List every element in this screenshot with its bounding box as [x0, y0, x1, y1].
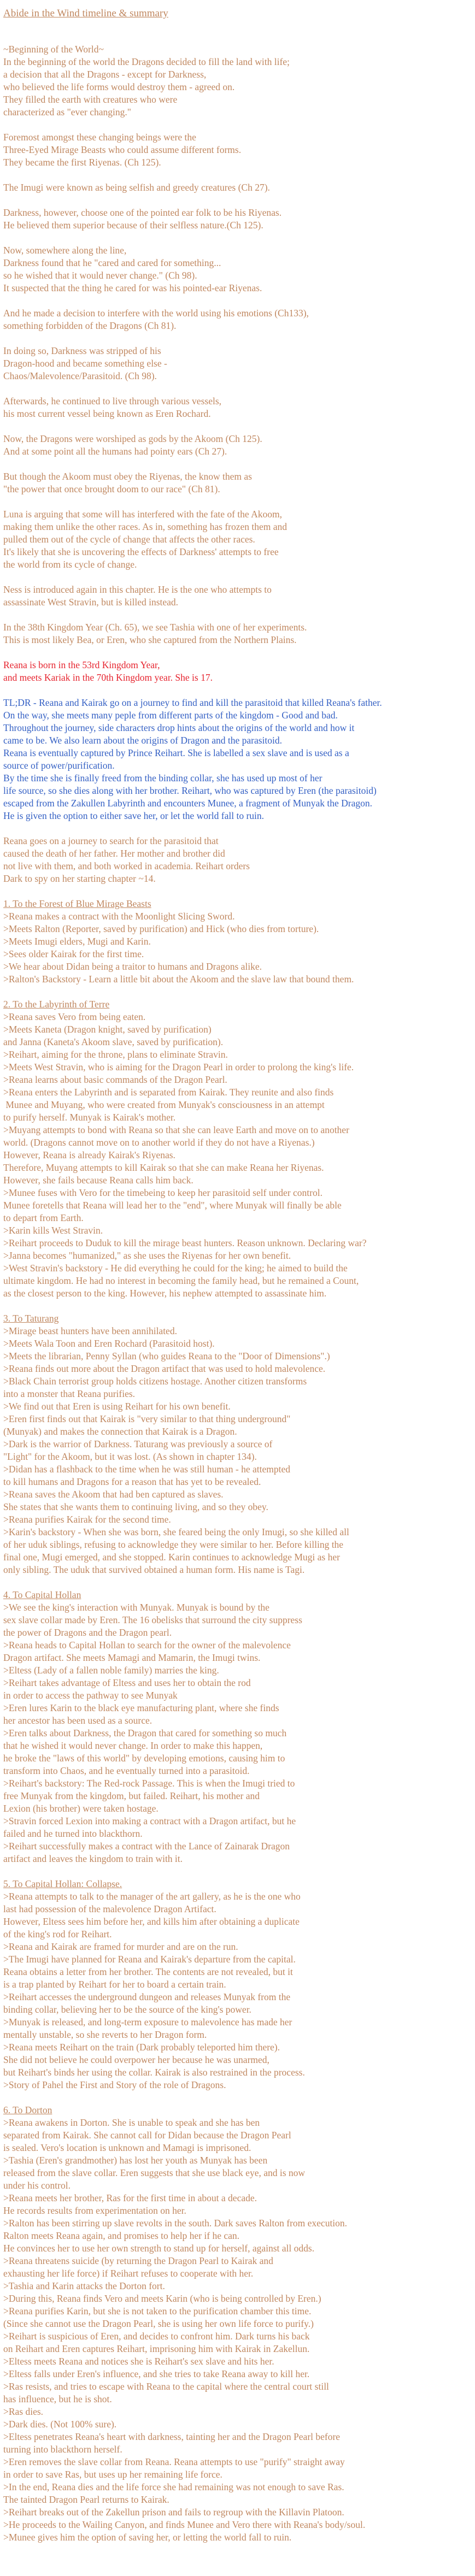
text-line: (Munyak) and makes the connection that Kairak is a Dragon. — [3, 1426, 237, 1437]
text-line: Ness is introduced again in this chapter. He is the one who attempts to — [3, 584, 272, 595]
text-line: into a monster that Reana purifies. — [3, 1388, 136, 1399]
text-line: something forbidden of the Dragons (Ch 81). — [3, 320, 177, 331]
text-line: He records results from experimentation on her. — [3, 2205, 186, 2216]
text-line: >Stravin forced Lexion into making a contract with a Dragon artifact, but he — [3, 1815, 296, 1826]
text-line: >Reihart proceeds to Duduk to kill the mirage beast hunters. Reason unknown. Declaring war? — [3, 1237, 367, 1248]
text-line: >Reana meets her brother, Ras for the first time in about a decade. — [3, 2192, 257, 2203]
text-line: >Reihart successfully makes a contract with the Lance of Zainarak Dragon — [3, 1841, 290, 1852]
text-line: Foremost amongst these changing beings were the — [3, 132, 196, 143]
text-line: and meets Kariak in the 70th Kingdom year. She is 17. — [3, 672, 213, 683]
text-line: The tainted Dragon Pearl returns to Kairak. — [3, 2494, 169, 2505]
text-line: Luna is arguing that some will has interfered with the fate of the Akoom, — [3, 509, 282, 520]
text-line: >Eltess falls under Eren's influence, and she tries to take Reana away to kill her. — [3, 2368, 310, 2379]
text-line: Throughout the journey, side characters drop hints about the origins of the world and how it — [3, 722, 355, 733]
text-line: >Dark is the warrior of Darkness. Taturang was previously a source of — [3, 1439, 273, 1449]
text-line: to kill humans and Dragons for a reason that has yet to be revealed. — [3, 1476, 261, 1487]
section-heading: 5. To Capital Hollan: Collapse. — [3, 1878, 122, 1889]
text-line: >Reana purifies Kairak for the second time. — [3, 1514, 171, 1525]
text-line: >Eltess (Lady of a fallen noble family) marries the king. — [3, 1665, 219, 1676]
text-line: On the way, she meets many peple from different parts of the kingdom - Good and bad. — [3, 710, 338, 721]
text-line: >Reana saves the Akoom that had ben captured as slaves. — [3, 1489, 224, 1500]
text-line: only sibling. The uduk that survived obtained a human form. His name is Tagi. — [3, 1564, 305, 1575]
text-line: >Reihart breaks out of the Zakellun prison and fails to regroup with the Killavin Platoon. — [3, 2507, 344, 2518]
text-line: but Reihart's binds her using the collar. Kairak is also restrained in the process. — [3, 2067, 305, 2078]
text-line: However, Eltess sees him before her, and kills him after obtaining a duplicate — [3, 1916, 300, 1927]
text-line: characterized as "ever changing." — [3, 107, 131, 117]
text-line: >Reihart is suspicious of Eren, and decides to confront him. Dark turns his back — [3, 2331, 310, 2342]
text-line: He convinces her to use her own strength to stand up for herself, against all odds. — [3, 2243, 315, 2254]
text-block — [3, 1878, 475, 2091]
text-line: >Eltess meets Reana and notices she is Reihart's sex slave and hits her. — [3, 2356, 274, 2367]
text-line: making them unlike the other races. As in, something has frozen them and — [3, 521, 288, 532]
text-line: source of power/purification. — [3, 760, 115, 771]
text-line: >Tashia and Karin attacks the Dorton fort. — [3, 2280, 165, 2291]
text-line: She did not believe he could overpower her because he was unarmed, — [3, 2054, 269, 2065]
text-line: Darkness, however, choose one of the pointed ear folk to be his Riyenas. — [3, 207, 282, 218]
text-line: >Ralton's Backstory - Learn a little bit about the Akoom and the slave law that bound them. — [3, 974, 354, 985]
text-line: of the king's rod for Reihart. — [3, 1929, 112, 1940]
text-block — [3, 307, 475, 332]
text-line: >Meets Ralton (Reporter, saved by purification) and Hick (who dies from torture). — [3, 923, 319, 934]
text-line: transform into Chaos, and he eventually turned into a parasitoid. — [3, 1765, 250, 1776]
text-line: came to be. We also learn about the origins of Dragon and the parasitoid. — [3, 735, 282, 746]
text-line: Ralton meets Reana again, and promises to help her if he can. — [3, 2230, 240, 2241]
text-line: And at some point all the humans had pointy ears (Ch 27). — [3, 446, 227, 457]
text-line: life source, so she dies along with her brother. Reihart, who was captured by Eren (the parasitoid) — [3, 785, 377, 796]
text-line: However, she fails because Reana calls him back. — [3, 1175, 193, 1186]
text-line: >Reana awakens in Dorton. She is unable to speak and she has ben — [3, 2117, 260, 2128]
text-line: They became the first Riyenas. (Ch 125). — [3, 157, 161, 168]
text-line: her ancestor has been used as a source. — [3, 1715, 153, 1726]
text-line: of her uduk siblings, refusing to acknowledge they were similar to her. Before killing the — [3, 1539, 344, 1550]
text-line: >Ras resists, and tries to escape with Reana to the capital where the central court still — [3, 2381, 329, 2392]
text-line: >Reihart, aiming for the throne, plans to eliminate Stravin. — [3, 1049, 228, 1060]
text-block — [3, 207, 475, 232]
text-line: >Story of Pahel the First and Story of the role of Dragons. — [3, 2079, 226, 2090]
text-line: mentally unstable, so she reverts to her Dragon form. — [3, 2029, 207, 2040]
text-line: She states that she wants them to continuing living, and so they obey. — [3, 1501, 268, 1512]
text-line: >During this, Reana finds Vero and meets Karin (who is being controlled by Eren.) — [3, 2293, 321, 2304]
text-line: his most current vessel being known as Eren Rochard. — [3, 408, 211, 419]
text-line: >Munee fuses with Vero for the timebeing to keep her parasitoid self under control. — [3, 1187, 322, 1198]
text-line: >Munyak is released, and long-term exposure to malevolence has made her — [3, 2017, 292, 2027]
text-line: >Karin's backstory - When she was born, she feared being the only Imugi, so she killed all — [3, 1526, 349, 1537]
text-block — [3, 998, 475, 1300]
text-line: exhausting her life force) if Reihart refuses to cooperate with her. — [3, 2268, 254, 2279]
text-line: However, Reana is already Kairak's Riyenas. — [3, 1150, 175, 1160]
text-line: They filled the earth with creatures who were — [3, 94, 178, 105]
text-line: In the beginning of the world the Dragons decided to fill the land with life; — [3, 56, 290, 67]
text-line: He believed them superior because of their selfless nature.(Ch 125). — [3, 220, 263, 231]
text-line: Dark to spy on her starting chapter ~14. — [3, 873, 156, 884]
text-line: >We hear about Didan being a traitor to humans and Dragons alike. — [3, 961, 262, 972]
text-line: >Reana threatens suicide (by returning the Dragon Pearl to Kairak and — [3, 2255, 273, 2266]
text-line: >We find out that Eren is using Reihart for his own benefit. — [3, 1401, 231, 1412]
text-line: Reana goes on a journey to search for the parasitoid that — [3, 835, 219, 846]
text-line: artifact and leaves the kingdom to train with it. — [3, 1853, 183, 1864]
text-line: >Reana heads to Capital Hollan to search for the owner of the malevolence — [3, 1640, 291, 1650]
text-line: Darkness found that he "cared and cared for something... — [3, 257, 221, 268]
text-line: >Ras dies. — [3, 2406, 44, 2417]
text-line: Reana is born in the 53rd Kingdom Year, — [3, 659, 160, 670]
text-line: failed and he turned into blackthorn. — [3, 1828, 143, 1839]
text-line: >Reana makes a contract with the Moonlight Slicing Sword. — [3, 911, 235, 922]
text-line: he broke the "laws of this world" by developing emotions, causing him to — [3, 1753, 285, 1764]
text-block — [3, 621, 475, 646]
text-line: >Didan has a flashback to the time when he was still human - he attempted — [3, 1464, 290, 1475]
text-line: in order to save Ras, but uses up her remaining life force. — [3, 2469, 222, 2480]
document-body — [3, 43, 475, 2544]
text-line: binding collar, believing her to be the source of the king's power. — [3, 2004, 251, 2015]
text-line: Now, somewhere along the line, — [3, 245, 127, 256]
text-line: Dragon-hood and became something else - — [3, 358, 167, 369]
text-line: as the closest person to the king. However, his nephew attempted to assassinate him. — [3, 1288, 327, 1299]
text-block — [3, 131, 475, 169]
text-line: is sealed. Vero's location is unknown and Mamagi is imprisoned. — [3, 2142, 251, 2153]
text-line: Reana is eventually captured by Prince Reihart. She is labelled a sex slave and is used as a — [3, 747, 349, 758]
text-line: >We see the king's interaction with Munyak. Munyak is bound by the — [3, 1602, 269, 1613]
text-block — [3, 2104, 475, 2544]
text-line: >Eren talks about Darkness, the Dragon that cared for something so much — [3, 1728, 287, 1738]
text-block — [3, 659, 475, 684]
text-line: But though the Akoom must obey the Riyenas, the know them as — [3, 471, 252, 482]
text-line: on Reihart and Eren captures Reihart, imprisoning him with Kairak in Zakellun. — [3, 2343, 310, 2354]
text-line: The Imugi were known as being selfish and greedy creatures (Ch 27). — [3, 182, 270, 193]
text-line: and Janna (Kaneta's Akoom slave, saved by purification). — [3, 1036, 224, 1047]
section-heading: 3. To Taturang — [3, 1313, 59, 1324]
text-line: >Reana meets Reihart on the train (Dark probably teleported him there). — [3, 2042, 280, 2053]
text-line: >Meets Wala Toon and Eren Rochard (Parasitoid host). — [3, 1338, 215, 1349]
text-line: This is most likely Bea, or Eren, who she captured from the Northern Plains. — [3, 634, 297, 645]
text-line: >Meets Kaneta (Dragon knight, saved by purification) — [3, 1024, 212, 1035]
text-line: is a trap planted by Reihart for her to board a certain train. — [3, 1979, 226, 1990]
text-line: >Eren lures Karin to the black eye manufacturing plant, where she finds — [3, 1702, 279, 1713]
text-block — [3, 470, 475, 496]
text-block — [3, 898, 475, 986]
text-line: (Since she cannot use the Dragon Pearl, she is using her own life force to purify.) — [3, 2318, 314, 2329]
text-line: under his control. — [3, 2180, 71, 2191]
text-line: >Meets Imugi elders, Mugi and Karin. — [3, 936, 151, 947]
section-heading: 4. To Capital Hollan — [3, 1589, 81, 1600]
text-line: >Reihart takes advantage of Eltess and uses her to obtain the rod — [3, 1677, 251, 1688]
text-line: to depart from Earth. — [3, 1212, 84, 1223]
text-line: Therefore, Muyang attempts to kill Kairak so that she can make Reana her Riyenas. — [3, 1162, 324, 1173]
text-line: It suspected that the thing he cared for was his pointed-ear Riyenas. — [3, 282, 262, 293]
section-heading: 2. To the Labyrinth of Terre — [3, 999, 110, 1010]
text-line: to purify herself. Munyak is Kairak's mother. — [3, 1112, 176, 1123]
text-line: >He proceeds to the Wailing Canyon, and finds Munee and Vero there with Reana's body/soul. — [3, 2519, 366, 2530]
text-line: "the power that once brought doom to our race" (Ch 81). — [3, 484, 220, 494]
text-line: >Black Chain terrorist group holds citizens hostage. Another citizen transforms — [3, 1376, 307, 1387]
text-block — [3, 43, 475, 119]
text-line: not live with them, and both worked in academia. Reihart orders — [3, 860, 250, 871]
text-line: has influence, but he is shot. — [3, 2394, 112, 2404]
text-block — [3, 583, 475, 609]
text-line: >Janna becomes "humanized," as she uses the Riyenas for her own benefit. — [3, 1250, 291, 1261]
text-block — [3, 345, 475, 382]
text-line: And he made a decision to interfere with the world using his emotions (Ch133), — [3, 308, 309, 319]
text-line: Three-Eyed Mirage Beasts who could assume different forms. — [3, 144, 242, 155]
text-line: free Munyak from the kingdom, but failed. Reihart, his mother and — [3, 1790, 260, 1801]
text-line: >Tashia (Eren's grandmother) has lost her youth as Munyak has been — [3, 2155, 268, 2166]
text-line: a decision that all the Dragons - except for Darkness, — [3, 69, 207, 80]
text-line: >Ralton has been stirring up slave revolts in the south. Dark saves Ralton from execution. — [3, 2218, 348, 2229]
text-line: >The Imugi have planned for Reana and Kairak's departure from the capital. — [3, 1954, 296, 1965]
text-line: >Reihart accesses the underground dungeon and releases Munyak from the — [3, 1991, 291, 2002]
text-line: ultimate kingdom. He had no interest in becoming the family head, but he remained a Count, — [3, 1275, 359, 1286]
text-block — [3, 697, 475, 822]
text-line: in order to access the pathway to see Munyak — [3, 1690, 178, 1701]
text-line: >Munee gives him the option of saving her, or letting the world fall to ruin. — [3, 2532, 292, 2543]
text-line: >Karin kills West Stravin. — [3, 1225, 103, 1236]
text-line: Munee and Muyang, who were created from Munyak's consciousness in an attempt — [3, 1099, 325, 1110]
text-line: turning into blackthorn herself. — [3, 2444, 122, 2455]
text-block — [3, 433, 475, 458]
text-line: world. (Dragons cannot move on to another world if they do not have a Riyenas.) — [3, 1137, 315, 1148]
text-line: last had possession of the malevolence Dragon Artifact. — [3, 1903, 216, 1914]
text-line: who believed the life forms would destroy them - agreed on. — [3, 81, 235, 92]
text-line: Lexion (his brother) were taken hostage. — [3, 1803, 159, 1814]
text-line: >Sees older Kairak for the first time. — [3, 948, 144, 959]
text-line: In the 38th Kingdom Year (Ch. 65), we see Tashia with one of her experiments. — [3, 622, 307, 633]
text-line: separated from Kairak. She cannot call for Didan because the Dragon Pearl — [3, 2130, 291, 2141]
text-line: >Reana learns about basic commands of the Dragon Pearl. — [3, 1074, 227, 1085]
page-title: Abide in the Wind timeline & summary — [3, 8, 168, 19]
text-line: >Reana enters the Labyrinth and is separated from Kairak. They reunite and also finds — [3, 1087, 334, 1098]
text-block — [3, 508, 475, 571]
text-line: released from the slave collar. Eren suggests that she use black eye, and is now — [3, 2167, 306, 2178]
text-line: Now, the Dragons were worshiped as gods by the Akoom (Ch 125). — [3, 433, 262, 444]
text-block — [3, 395, 475, 420]
text-line: >West Stravin's backstory - He did everything he could for the king; he aimed to build the — [3, 1263, 348, 1274]
text-line: assassinate West Stravin, but is killed instead. — [3, 597, 179, 608]
text-line: >Eren removes the slave collar from Reana. Reana attempts to use "purify" straight away — [3, 2456, 345, 2467]
text-line: >Reihart's backstory: The Red-rock Passage. This is when the Imugi tried to — [3, 1778, 295, 1789]
text-line: so he wished that it would never change." (Ch 98). — [3, 270, 197, 281]
text-line: final one, Mugi emerged, and she stopped. Karin continues to acknowledge Mugi as her — [3, 1552, 340, 1563]
text-line: >Eltess penetrates Reana's heart with darkness, tainting her and the Dragon Pearl before — [3, 2431, 341, 2442]
text-line: that he wished it would never change. In order to make this happen, — [3, 1740, 263, 1751]
text-line: Afterwards, he continued to live through various vessels, — [3, 396, 222, 406]
text-line: It's likely that she is uncovering the effects of Darkness' attempts to free — [3, 546, 279, 557]
text-line: By the time she is finally freed from the binding collar, she has used up most of her — [3, 773, 322, 783]
text-line: >Mirage beast hunters have been annihilated. — [3, 1325, 177, 1336]
section-heading: 1. To the Forest of Blue Mirage Beasts — [3, 898, 151, 909]
text-line: >Eren first finds out that Kairak is "very similar to that thing underground" — [3, 1413, 291, 1424]
text-line: pulled them out of the cycle of change that affects the other races. — [3, 534, 255, 545]
text-line: >Reana finds out more about the Dragon artifact that was used to hold malevolence. — [3, 1363, 326, 1374]
text-line: ~Beginning of the World~ — [3, 44, 104, 55]
text-line: >In the end, Reana dies and the life force she had remaining was not enough to save Ras. — [3, 2481, 344, 2492]
text-line: the power of Dragons and the Dragon pearl. — [3, 1627, 172, 1638]
text-line: >Meets the librarian, Penny Syllan (who guides Reana to the "Door of Dimensions".) — [3, 1351, 330, 1361]
text-line: >Meets West Stravin, who is aiming for the Dragon Pearl in order to prolong the king's life. — [3, 1062, 354, 1072]
text-line: sex slave collar made by Eren. The 16 obelisks that surround the city suppress — [3, 1614, 302, 1625]
text-line: >Muyang attempts to bond with Reana so that she can leave Earth and move on to another — [3, 1124, 349, 1135]
text-line: the world from its cycle of change. — [3, 559, 137, 570]
text-line: escaped from the Zakullen Labyrinth and encounters Munee, a fragment of Munyak the Dragon. — [3, 798, 372, 809]
text-line: >Reana saves Vero from being eaten. — [3, 1011, 146, 1022]
text-block — [3, 1589, 475, 1865]
text-block — [3, 181, 475, 194]
section-heading: 6. To Dorton — [3, 2105, 52, 2115]
text-line: Munee foretells that Reana will lead her to the "end", where Munyak will finally be able — [3, 1200, 342, 1211]
text-block — [3, 244, 475, 294]
text-line: >Dark dies. (Not 100% sure). — [3, 2419, 117, 2430]
text-line: Chaos/Malevolence/Parasitoid. (Ch 98). — [3, 370, 157, 381]
text-line: He is given the option to either save her, or let the world fall to ruin. — [3, 810, 265, 821]
text-block — [3, 835, 475, 885]
text-line: "Light" for the Akoom, but it was lost. (As shown in chapter 134). — [3, 1451, 257, 1462]
text-line: caused the death of her father. Her mother and brother did — [3, 848, 225, 859]
text-line: >Reana and Kairak are framed for murder and are on the run. — [3, 1941, 238, 1952]
text-line: >Reana purifies Karin, but she is not taken to the purification chamber this time. — [3, 2306, 312, 2316]
text-line: Dragon artifact. She meets Mamagi and Mamarin, the Imugi twins. — [3, 1652, 261, 1663]
text-line: TL;DR - Reana and Kairak go on a journey to find and kill the parasitoid that killed Reana's father. — [3, 697, 382, 708]
text-line: Reana obtains a letter from her brother. The contents are not revealed, but it — [3, 1966, 293, 1977]
text-block — [3, 1312, 475, 1576]
text-line: In doing so, Darkness was stripped of his — [3, 345, 161, 356]
text-line: >Reana attempts to talk to the manager of the art gallery, as he is the one who — [3, 1891, 301, 1902]
